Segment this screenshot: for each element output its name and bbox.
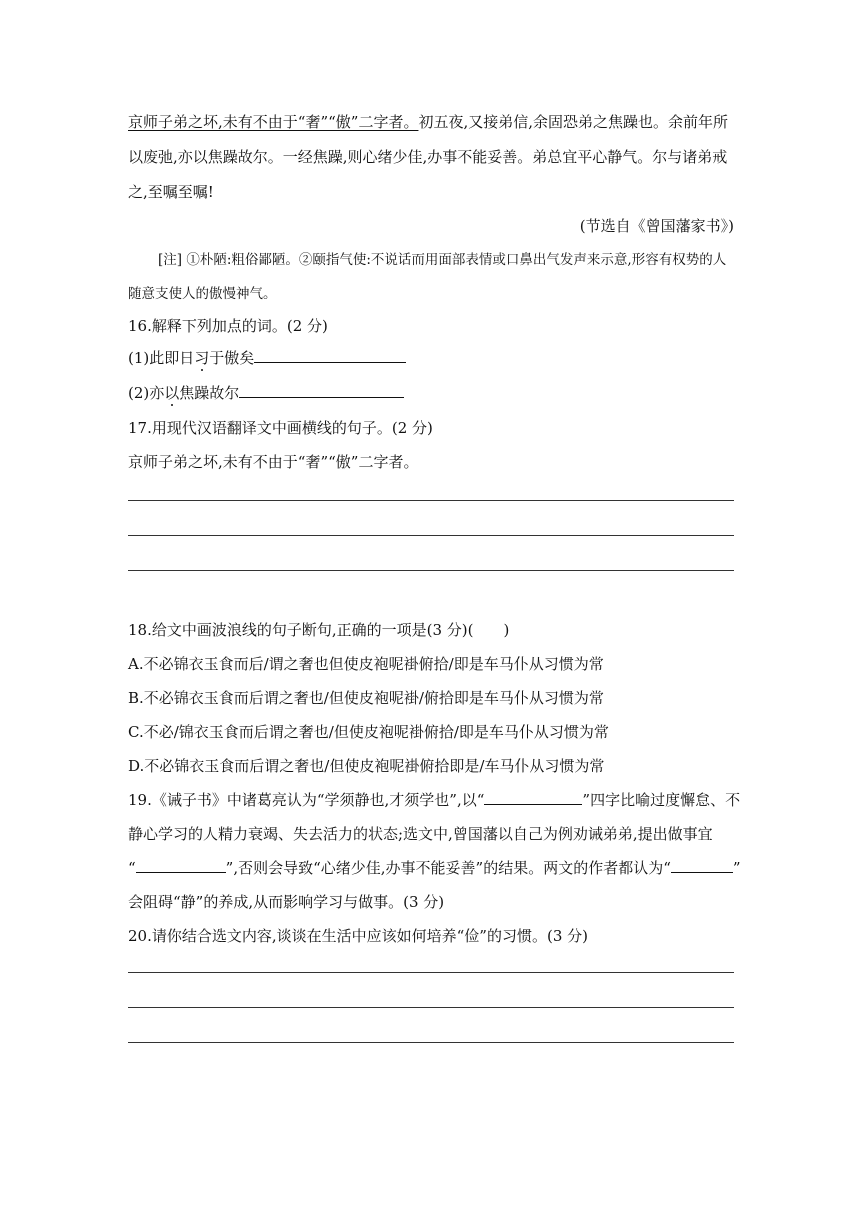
- q18-title: 18.给文中画波浪线的句子断句,正确的一项是(3 分)( ): [128, 621, 510, 639]
- q16-item-1-text: (1)此即日: [128, 349, 195, 367]
- q20-title: 20.请你结合选文内容,谈谈在生活中应该如何培养“俭”的习惯。(3 分): [128, 927, 588, 945]
- answer-line[interactable]: [128, 972, 734, 973]
- q19-text: ”四字比喻过度懈怠、不: [582, 791, 741, 809]
- q19-line-3: [128, 858, 741, 878]
- answer-blank[interactable]: [136, 858, 226, 873]
- answer-blank[interactable]: [671, 858, 733, 873]
- passage-line-3: 之,至嘱至嘱!: [128, 183, 214, 201]
- q19-text: ”: [732, 859, 741, 877]
- q16-item-2-text: 焦躁故尔: [179, 384, 240, 402]
- answer-blank[interactable]: [239, 383, 404, 398]
- dotted-word: 习: [194, 349, 210, 367]
- answer-line[interactable]: [128, 500, 734, 501]
- q17-sentence: 京师子弟之坏,未有不由于“奢”“傲”二字者。: [128, 453, 419, 471]
- q19-text: “: [128, 859, 136, 877]
- note-line-1: [注] ①朴陋:粗俗鄙陋。②颐指气使:不说话而用面部表情或口鼻出气发声来示意,形容有权势的人: [158, 252, 727, 268]
- passage-line-2: 以废弛,亦以焦躁故尔。一经焦躁,则心绪少佳,办事不能妥善。弟总宜平心静气。尔与诸弟戒: [128, 148, 728, 166]
- passage-text: 初五夜,又接弟信,余固恐弟之焦躁也。余前年所: [418, 113, 728, 131]
- answer-blank[interactable]: [254, 348, 406, 363]
- q16-item-2: [128, 383, 734, 403]
- q19-text: ”,否则会导致“心绪少佳,办事不能妥善”的结果。两文的作者都认为“: [225, 859, 671, 877]
- q16-item-1: [128, 348, 734, 368]
- q18-option-a[interactable]: A.不必锦衣玉食而后/谓之奢也但使皮袍呢褂俯拾/即是车马仆从习惯为常: [128, 655, 604, 673]
- q18-option-d[interactable]: D.不必锦衣玉食而后谓之奢也/但使皮袍呢褂俯拾即是/车马仆从习惯为常: [128, 757, 605, 775]
- q16-title: 16.解释下列加点的词。(2 分): [128, 317, 328, 335]
- note-line-2: 随意支使人的傲慢神气。: [128, 286, 277, 302]
- answer-blank[interactable]: [484, 790, 582, 805]
- q19-line-2: 静心学习的人精力衰竭、失去活力的状态;选文中,曾国藩以自己为例劝诫弟弟,提出做事宜: [128, 825, 713, 843]
- q16-item-1-text: 于傲矣: [209, 349, 255, 367]
- dotted-word: 以: [164, 384, 180, 402]
- q19-text: 19.《诫子书》中诸葛亮认为“学须静也,才须学也”,以“: [128, 791, 485, 809]
- q16-item-2-text: (2)亦: [128, 384, 165, 402]
- q19-line-4: 会阻碍“静”的养成,从而影响学习与做事。(3 分): [128, 893, 445, 911]
- passage-line-1: [128, 112, 734, 132]
- answer-line[interactable]: [128, 570, 734, 571]
- q19-line-1: [128, 790, 741, 810]
- answer-line[interactable]: [128, 1042, 734, 1043]
- q17-title: 17.用现代汉语翻译文中画横线的句子。(2 分): [128, 419, 433, 437]
- answer-line[interactable]: [128, 1007, 734, 1008]
- q18-option-b[interactable]: B.不必锦衣玉食而后谓之奢也/但使皮袍呢褂/俯拾即是车马仆从习惯为常: [128, 689, 604, 707]
- q18-option-c[interactable]: C.不必/锦衣玉食而后谓之奢也/但使皮袍呢褂俯拾/即是车马仆从习惯为常: [128, 723, 609, 741]
- source-citation: (节选自《曾国藩家书》): [579, 217, 734, 235]
- underlined-sentence: 京师子弟之坏,未有不由于“奢”“傲”二字者。: [128, 113, 419, 131]
- answer-line[interactable]: [128, 535, 734, 536]
